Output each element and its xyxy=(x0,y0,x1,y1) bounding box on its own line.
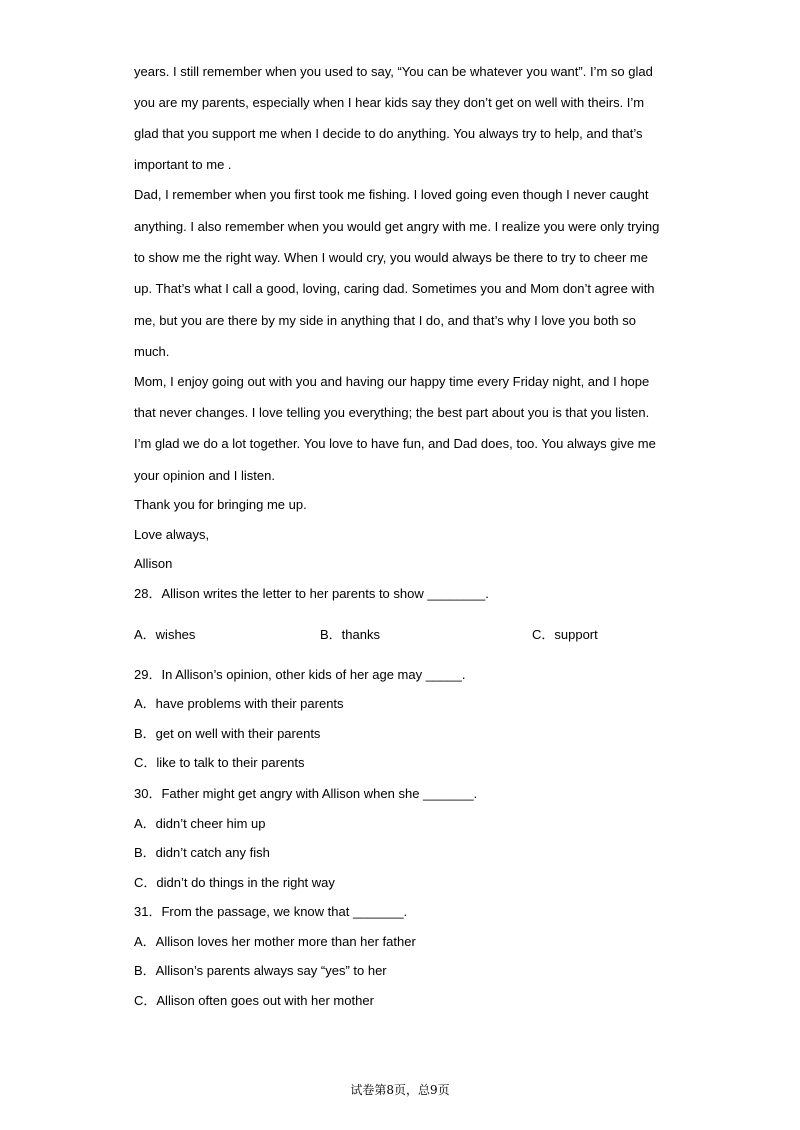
question-29-option-a[interactable]: A．have problems with their parents xyxy=(134,696,344,711)
question-30-option-a[interactable]: A．didn’t cheer him up xyxy=(134,816,266,831)
question-29-option-c[interactable]: C．like to talk to their parents xyxy=(134,755,305,770)
passage-line: I’m glad we do a lot together. You love to have fun, and Dad does, too. You always give me xyxy=(134,436,656,451)
passage-line: that never changes. I love telling you everything; the best part about you is that you listen. xyxy=(134,405,650,420)
question-29-stem: 29．In Allison’s opinion, other kids of her age may _____. xyxy=(134,667,466,682)
passage-line: Dad, I remember when you first took me fishing. I loved going even though I never caught xyxy=(134,187,649,202)
question-30-option-c[interactable]: C．didn’t do things in the right way xyxy=(134,875,335,890)
question-28-stem: 28．Allison writes the letter to her parents to show ________. xyxy=(134,586,489,601)
passage-line: anything. I also remember when you would get angry with me. I realize you were only trying xyxy=(134,219,660,234)
question-28-option-b[interactable]: B．thanks xyxy=(320,627,380,642)
passage-line: up. That’s what I call a good, loving, caring dad. Sometimes you and Mom don’t agree with xyxy=(134,281,655,296)
passage-line: Mom, I enjoy going out with you and having our happy time every Friday night, and I hope xyxy=(134,374,650,389)
passage-line: you are my parents, especially when I hear kids say they don’t get on well with theirs. I’m xyxy=(134,95,645,110)
question-31-stem: 31．From the passage, we know that _______. xyxy=(134,904,408,919)
passage-line: important to me . xyxy=(134,157,232,172)
question-30-stem: 30．Father might get angry with Allison when she _______. xyxy=(134,786,478,801)
passage-line: Thank you for bringing me up. xyxy=(134,497,307,512)
question-31-option-b[interactable]: B．Allison’s parents always say “yes” to her xyxy=(134,963,387,978)
question-31-option-a[interactable]: A．Allison loves her mother more than her father xyxy=(134,934,416,949)
passage-line: to show me the right way. When I would cry, you would always be there to try to cheer me xyxy=(134,250,648,265)
passage-line: your opinion and I listen. xyxy=(134,468,275,483)
passage-line: years. I still remember when you used to say, “You can be whatever you want”. I’m so glad xyxy=(134,64,653,79)
passage-line: Love always, xyxy=(134,527,210,542)
question-28-option-c[interactable]: C．support xyxy=(532,627,598,642)
passage-line: Allison xyxy=(134,556,173,571)
passage-line: me, but you are there by my side in anything that I do, and that’s why I love you both so xyxy=(134,313,636,328)
passage-line: glad that you support me when I decide to do anything. You always try to help, and that’s xyxy=(134,126,643,141)
passage-line: much. xyxy=(134,344,170,359)
question-31-option-c[interactable]: C．Allison often goes out with her mother xyxy=(134,993,374,1008)
question-29-option-b[interactable]: B．get on well with their parents xyxy=(134,726,321,741)
question-30-option-b[interactable]: B．didn’t catch any fish xyxy=(134,845,270,860)
question-28-option-a[interactable]: A．wishes xyxy=(134,627,196,642)
page-number-footer: 试卷第8页，总9页 xyxy=(350,1083,450,1097)
